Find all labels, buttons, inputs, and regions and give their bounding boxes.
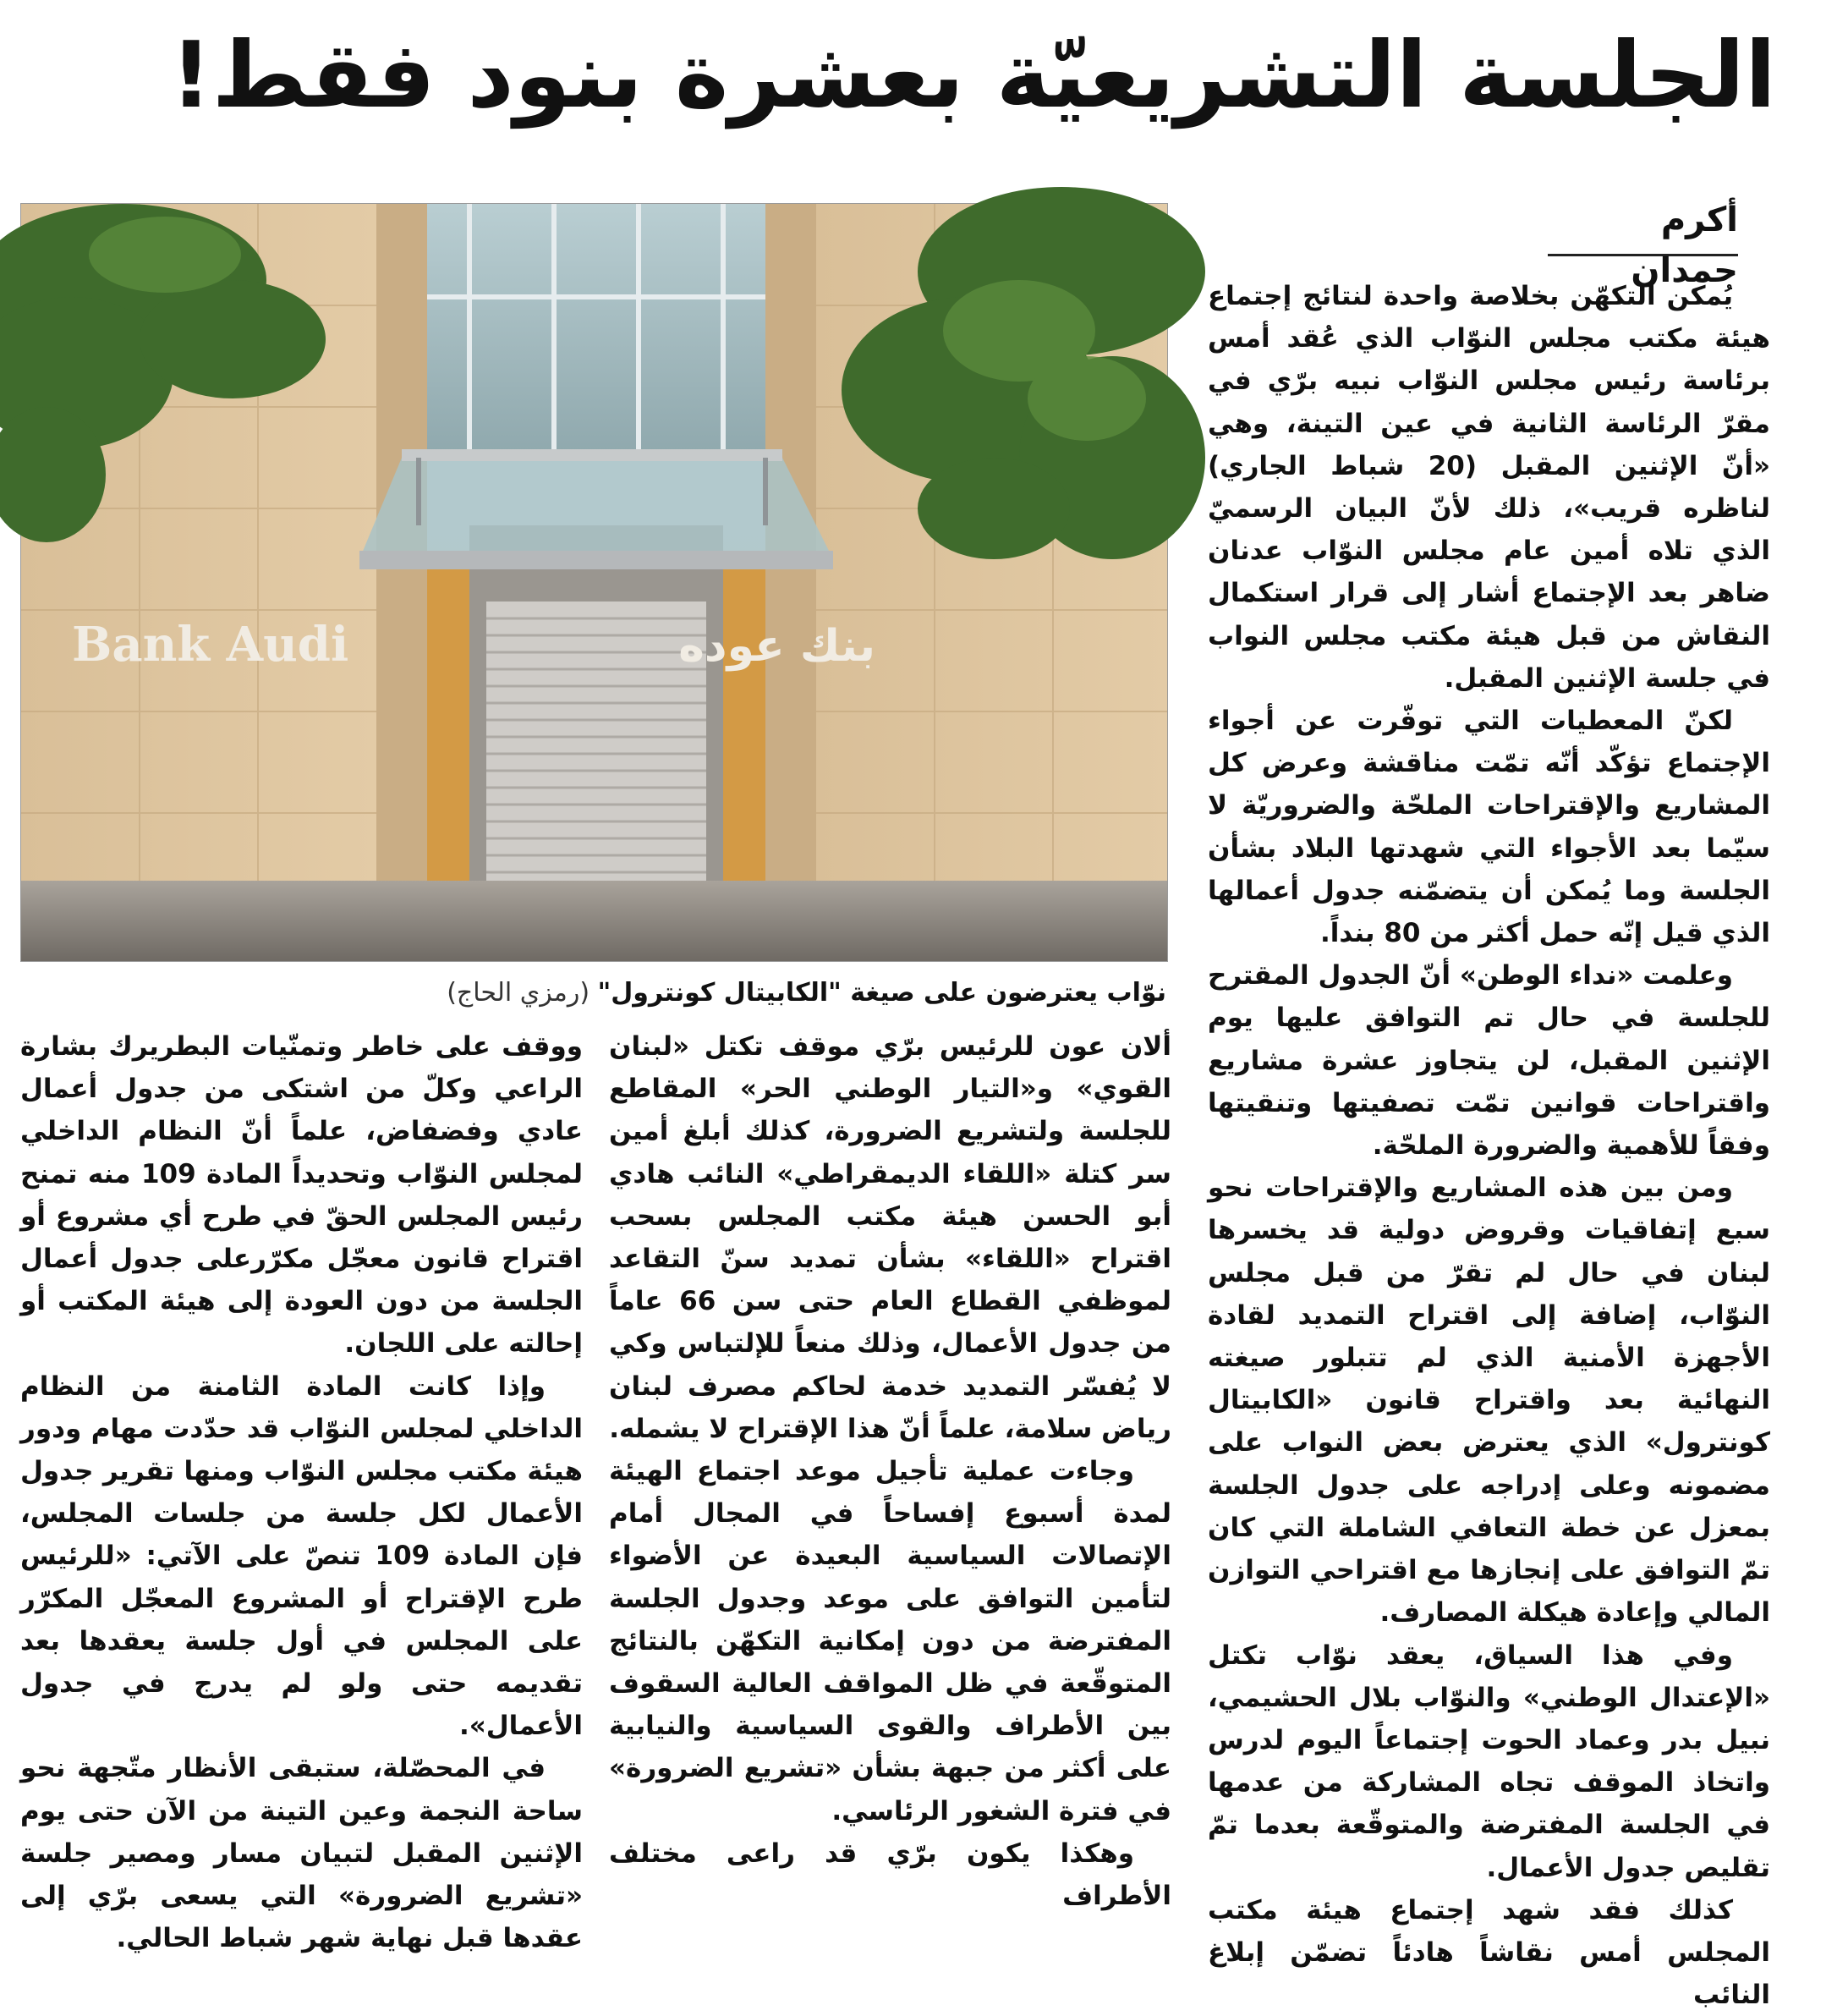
paragraph: وجاءت عملية تأجيل موعد اجتماع الهيئة لمدة أسبوع إفساحاً في المجال أمام الإتصالات السياسية البعيدة عن الأضواء لتأمين التوافق على موعد وجدول الجلسة المفترضة من دون إمكانية التكهّن بالنتائج المتوقّعة في ظل المواقف العالية السقوف بين الأطراف والقوى السياسية والنيابية على أكثر من جبهة بشأن «تشريع الضرورة» في فترة الشغور الرئاسي. (609, 1456, 1171, 1826)
paragraph: ألان عون للرئيس برّي موقف تكتل «لبنان القوي» و«التيار الوطني الحر» المقاطع للجلسة ولتشريع الضرورة، كذلك أبلغ أمين سر كتلة «اللقاء الديمقراطي» النائب هادي أبو الحسن هيئة مكتب المجلس بسحب اقتراح «اللقاء» بشأن تمديد سنّ التقاعد لموظفي القطاع العام حتى سن 66 عاماً من جدول الأعمال، وذلك منعاً للإلتباس وكي لا يُفسّر التمديد خدمة لحاكم مصرف لبنان رياض سلامة، علماً أنّ هذا الإقتراح لا يشمله. (609, 1031, 1171, 1444)
sign-arabic: بنك عوده (678, 621, 875, 672)
paragraph: وعلمت «نداء الوطن» أنّ الجدول المقترح للجلسة في حال تم التوافق عليها يوم الإثنين المقبل، لن يتجاوز عشرة مشاريع واقتراحات قوانين تمّت تصفيتها وتنقيتها وفقاً للأهمية والضرورة الملحّة. (1208, 960, 1770, 1162)
byline-author: أكرم حمدان (1548, 195, 1738, 256)
article-column-middle (609, 1025, 1171, 1912)
paragraph: ومن بين هذه المشاريع والإقتراحات نحو سبع إتفاقيات وقروض دولية قد يخسرها لبنان في حال لم تقرّ من قبل مجلس النوّاب، إضافة إلى اقتراح التمديد لقادة الأجهزة الأمنية الذي لم تتبلور صيغته النهائية بعد واقتراح قانون «الكابيتال كونترول» الذي يعترض بعض النواب على مضمونه وعلى إدراجه على جدول الجلسة بمعزل عن خطة التعافي الشاملة التي كان تمّ التوافق على إنجازها مع اقتراحي التوازن المالي وإعادة هيكلة المصارف. (1208, 1173, 1770, 1629)
article-column-right (1208, 275, 1771, 2011)
paragraph: يُمكن التكهّن بخلاصة واحدة لنتائج إجتماع هيئة مكتب مجلس النوّاب الذي عُقد أمس برئاسة رئيس مجلس النوّاب نبيه برّي في مقرّ الرئاسة الثانية في عين التينة، وهي «أنّ الإثنين المقبل (20 شباط الجاري) لناظره قريب»، ذلك لأنّ البيان الرسميّ الذي تلاه أمين عام مجلس النوّاب عدنان ضاهر بعد الإجتماع أشار إلى قرار استكمال النقاش من قبل هيئة مكتب مجلس النواب في جلسة الإثنين المقبل. (1208, 281, 1771, 694)
paragraph: وإذا كانت المادة الثامنة من النظام الداخلي لمجلس النوّاب قد حدّدت مهام ودور هيئة مكتب مجلس النوّاب ومنها تقرير جدول الأعمال لكل جلسة من جلسات المجلس، فإن المادة 109 تنصّ على الآتي: «للرئيس طرح الإقتراح أو المشروع المعجّل المكرّر على المجلس في أول جلسة يعقدها بعد تقديمه حتى ولو لم يدرج في جدول الأعمال». (20, 1371, 584, 1742)
paragraph: كذلك فقد شهد إجتماع هيئة مكتب المجلس أمس نقاشاً هادئاً تضمّن إبلاغ النائب (1208, 1894, 1770, 2011)
paragraph: ووقف على خاطر وتمنّيات البطريرك بشارة الراعي وكلّ من اشتكى من جدول أعمال عادي وفضفاض، علماً أنّ النظام الداخلي لمجلس النوّاب وتحديداً المادة 109 منه تمنح رئيس المجلس الحقّ في طرح أي مشروع أو اقتراح قانون معجّل مكرّرعلى جدول أعمال الجلسة من دون العودة إلى هيئة المكتب أو إحالته على اللجان. (20, 1031, 583, 1360)
article-photo (20, 203, 1168, 962)
paragraph: وفي هذا السياق، يعقد نوّاب تكتل «الإعتدال الوطني» والنوّاب بلال الحشيمي، نبيل بدر وعماد الحوت إجتماعاً اليوم لدرس واتخاذ الموقف تجاه المشاركة من عدمها في الجلسة المفترضة والمتوقّعة بعدما تمّ تقليص جدول الأعمال. (1208, 1640, 1770, 1883)
paragraph: في المحصّلة، ستبقى الأنظار متّجهة نحو ساحة النجمة وعين التينة من الآن حتى يوم الإثنين المقبل لتبيان مسار ومصير جلسة «تشريع الضرورة» التي يسعى برّي إلى عقدها قبل نهاية شهر شباط الحالي. (20, 1753, 583, 1954)
photo-caption (20, 973, 1166, 1013)
headline: الجلسة التشريعيّة بعشرة بنود فقط! (170, 23, 1776, 129)
paragraph: لكنّ المعطيات التي توفّرت عن أجواء الإجتماع تؤكّد أنّه تمّت مناقشة وعرض كل المشاريع والإقتراحات الملحّة والضروريّة لا سيّما بعد الأجواء التي شهدتها البلاد بشأن الجلسة وما يُمكن أن يتضمّنه جدول أعمالها الذي قيل إنّه حمل أكثر من 80 بنداً. (1208, 706, 1770, 949)
caption-text: نوّاب يعترضون على صيغة "الكابيتال كونترول" (597, 978, 1166, 1008)
article-column-left (20, 1025, 584, 1954)
sign-latin: Bank Audi (72, 617, 349, 673)
paragraph: وهكذا يكون برّي قد راعى مختلف الأطراف (609, 1837, 1171, 1912)
photo-credit: (رمزي الحاج) (447, 978, 590, 1008)
